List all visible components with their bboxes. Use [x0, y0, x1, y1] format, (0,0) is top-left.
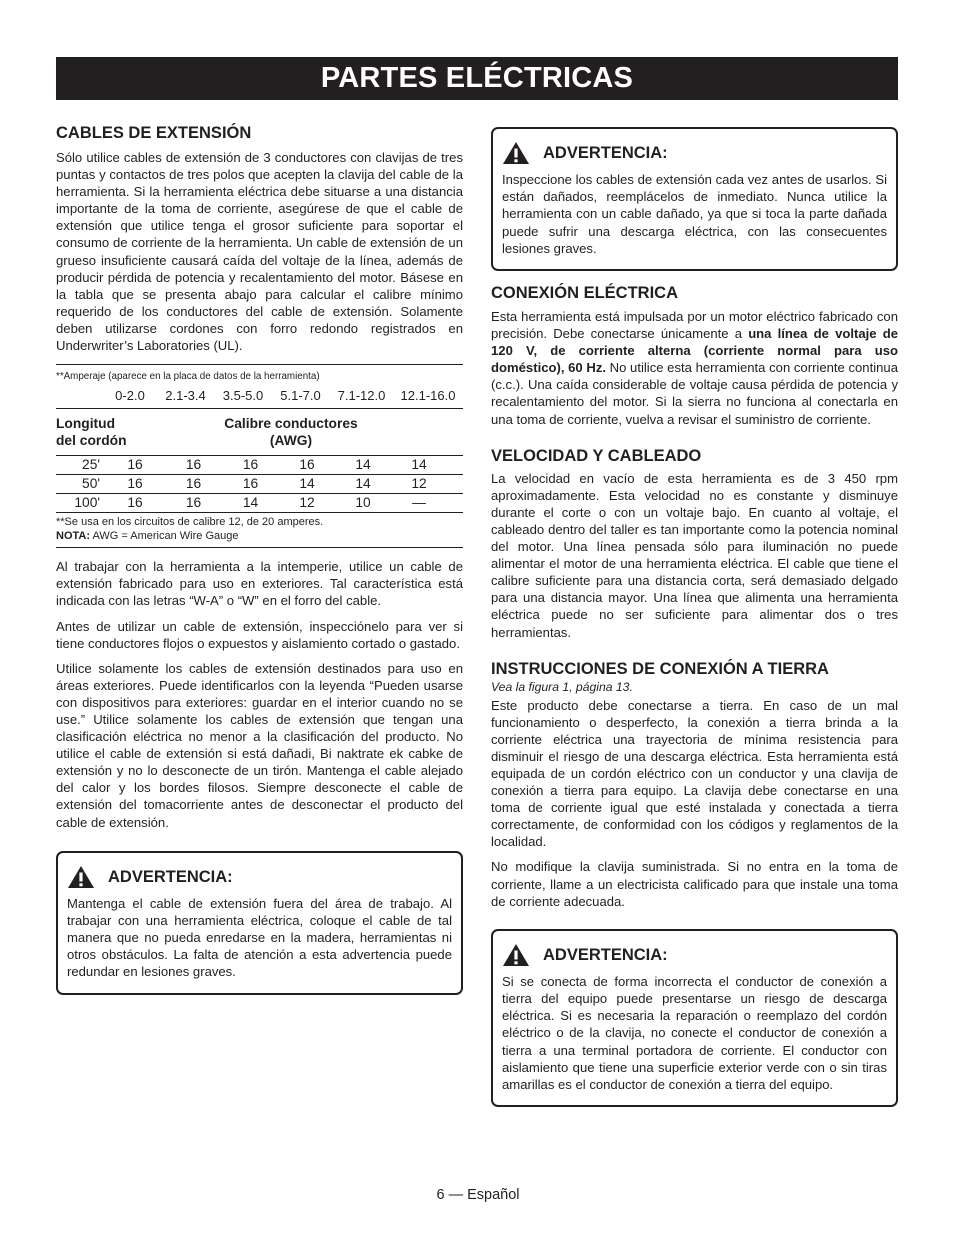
warning-header — [67, 865, 452, 889]
warning-title: ADVERTENCIA: — [543, 144, 668, 162]
gauge-value: 16 — [127, 495, 143, 511]
extension-cable-table — [56, 364, 463, 548]
note-label: NOTA: — [56, 529, 91, 542]
cord-length: 50' — [82, 476, 100, 492]
warning-triangle-icon — [67, 865, 95, 889]
gauge-value: 14 — [242, 495, 259, 511]
table-header-row — [56, 409, 463, 456]
speed-wiring-heading: VELOCIDAD Y CABLEADO — [491, 446, 702, 465]
cord-length: 100' — [74, 495, 100, 511]
warning-box-grounding — [491, 929, 898, 1107]
wire-gauge-header: Calibre conductores (AWG) — [224, 416, 358, 449]
gauge-value: 10 — [355, 495, 371, 511]
amperage-ranges-row — [56, 383, 463, 409]
page-footer: 6 — Español — [436, 1187, 520, 1203]
warning-text: Inspeccione los cables de extensión cada vez antes de usarlos. Si están dañados, reemplácelos de inmediato. Nunca utilice la herramienta con un cable dañado, ya que si toca la parte dañada puede sufrir una descarga eléctrica, con las consecuentes lesiones graves. — [502, 172, 887, 256]
gauge-value: 14 — [299, 476, 315, 492]
warning-text: Si se conecta de forma incorrecta el conductor de conexión a tierra del equipo puede presentarse un riesgo de descarga eléctrica. Si es necesaria la reparación o reemplazo del cordón eléctrico o de la clavija, no conecte el conductor de conexión a tierra a una terminal portadora de corriente. El conductor con aislamiento que tiene una superficie exterior verde con o sin tiras amarillas es el conductor de conexión a tierra del equipo. — [502, 973, 887, 1092]
extension-cables-intro: Sólo utilice cables de extensión de 3 conductores con clavijas de tres puntas y contactos de tres polos que acepten la clavija del cable de la herramienta. Si la herramienta eléctrica debe situarse a una distancia importante de la toma de corriente, asegúrese de que el cable de extensión que utilice tenga el grosor suficiente para soportar el consumo de corriente de la herramienta. Un cable de extensión de un grueso insuficiente causará caída del voltaje de la línea, además de producir pérdida de potencia y recalentamiento del motor. Básese en la tabla que se presenta abajo para calcular el calibre mínimo requerido de los conductores del cable de extensión. Solamente deben utilizarse cordones con forro redondo registrados en Underwriter’s Laboratories (UL). — [56, 150, 463, 354]
figure-reference: Vea la figura 1, página 13. — [491, 679, 633, 694]
right-column — [491, 127, 898, 1107]
amperage-range: 3.5-5.0 — [222, 388, 264, 404]
warning-triangle-icon — [502, 141, 530, 165]
electrical-connection-text: Esta herramienta está impulsada por un motor eléctrico fabricado con precisión. Debe conectarse únicamente a una línea de voltaje de 120 V, de corriente alterna (corriente normal para uso doméstico), 60 Hz. No utilice esta herramienta con corriente continua (c.c.). Una caída considerable de voltaje causa pérdida de potencia y recalentamiento del motor. Si la sierra no funciona al conectarla en una toma de corriente, vuelva a revisar el suministro de corriente. — [491, 309, 898, 427]
warning-header — [502, 943, 887, 967]
gauge-value: 14 — [355, 476, 371, 492]
amperage-range: 12.1-16.0 — [400, 388, 456, 404]
warning-text: Mantenga el cable de extensión fuera del área de trabajo. Al trabajar con una herramienta eléctrica, coloque el cable de tal manera que no pueda enredarse en la madera, herramientas ni otros obstáculos. La falta de atención a esta advertencia puede redundar en lesiones graves. — [67, 895, 452, 980]
warning-header — [502, 141, 887, 165]
amperage-range: 5.1-7.0 — [280, 388, 321, 404]
plug-modification-paragraph: No modifique la clavija suministrada. Si no entra en la toma de corriente, llame a un electricista calificado para que instale una toma de corriente adecuada. — [491, 859, 898, 909]
voltage-requirement: una línea de voltaje de 120 V, de corriente alterna (corriente normal para uso doméstico), 60 Hz. — [491, 326, 898, 376]
gauge-value: 16 — [185, 457, 202, 473]
amperage-note: **Amperaje (aparece en la placa de datos de la herramienta) — [56, 371, 320, 383]
gauge-value: — — [412, 495, 426, 511]
gauge-value: 16 — [127, 457, 143, 473]
gauge-value: 16 — [185, 495, 202, 511]
page-title: PARTES ELÉCTRICAS — [56, 57, 898, 100]
amperage-range: 0-2.0 — [115, 388, 145, 404]
warning-title: ADVERTENCIA: — [543, 945, 668, 964]
outdoor-rating-paragraph: Utilice solamente los cables de extensión destinados para uso en áreas exteriores. Puede identificarlos con la leyenda “Pueden usarse con dispositivos para exteriores: guardar en el interior cuando no se use.” Utilice solamente los cables de extensión que tengan una clasificación eléctrica no menor a la clasificación del producto. No utilice el cable de extensión si está dañadi, Bi naktrate ek cabke de extensión y no lo desconecte de un tirón. Mantenga el cable alejado del calor y los bordes filosos. Siempre desconecte el cable de extensión del tomacorriente antes de desconectar el producto del cable de extensión. — [56, 660, 463, 830]
amperage-range: 7.1-12.0 — [337, 388, 386, 404]
outdoor-use-paragraph: Al trabajar con la herramienta a la intemperie, utilice un cable de extensión fabricado para uso en exteriores. Tal característica está indicada con las letras “W-A” o “W” en el forro del cable. — [56, 559, 463, 609]
cord-length-header: Longitud del cordón — [56, 416, 127, 449]
cord-length: 25' — [82, 457, 100, 473]
warning-triangle-icon — [502, 943, 530, 967]
table-row — [56, 494, 463, 513]
table-row — [56, 475, 463, 494]
gauge-value: 14 — [411, 457, 427, 473]
inspection-paragraph: Antes de utilizar un cable de extensión, inspecciónelo para ver si tiene conductores flojos o expuestos y aislamiento cortado o gastado. — [56, 618, 463, 651]
gauge-value: 16 — [299, 457, 315, 473]
warning-title: ADVERTENCIA: — [108, 867, 233, 886]
gauge-value: 16 — [185, 476, 202, 492]
extension-cables-heading: CABLES DE EXTENSIÓN — [56, 124, 252, 142]
speed-wiring-text: La velocidad en vacío de esta herramienta es de 3 450 rpm aproximadamente. Esta velocidad no es constante y disminuye durante el corte o con un voltaje bajo. En cuanto al voltaje, el cableado dentro del taller es tan importante como la potencia nominal del motor. Una línea pensada sólo para iluminación no puede alimentar el motor de una herramienta eléctrica. El cable que tiene el calibre suficiente para una distancia corta, será demasiado delgado para una distancia mayor. Una línea que alimenta una herramienta eléctrica puede no ser suficiente para alimentar dos o tres herramientas. — [491, 470, 898, 640]
warning-box-inspect-cables — [491, 127, 898, 271]
gauge-value: 12 — [299, 495, 315, 511]
note-text: AWG = American Wire Gauge — [90, 529, 239, 542]
left-column — [56, 122, 463, 995]
gauge-value: 16 — [127, 476, 143, 492]
gauge-value: 16 — [242, 457, 259, 473]
grounding-heading: INSTRUCCIONES DE CONEXIÓN A TIERRA — [491, 659, 829, 678]
grounding-paragraph: Este producto debe conectarse a tierra. En caso de un mal funcionamiento o desperfecto, la conexión a tierra brinda a la corriente eléctrica una trayectoria de mínima resistencia para disminuir el riesgo de una descarga eléctrica. Esta herramienta está equipada de un cordón eléctrico con un conductor y una clavija de conexión a tierra para equipo. La clavija debe conectarse en una toma de corriente igual que esté instalada y conectada a tierra correctamente, de conformidad con los códigos y reglamentos de la localidad. — [491, 697, 898, 850]
electrical-connection-heading: CONEXIÓN ELÉCTRICA — [491, 284, 679, 303]
table-footnotes — [56, 513, 463, 547]
table-row — [56, 456, 463, 475]
circuit-footnote: **Se usa en los circuitos de calibre 12, de 20 amperes. — [56, 516, 324, 529]
amperage-range: 2.1-3.4 — [165, 388, 206, 404]
awg-note — [56, 530, 463, 544]
gauge-value: 16 — [242, 476, 259, 492]
gauge-value: 14 — [355, 457, 371, 473]
gauge-value: 12 — [411, 476, 427, 492]
warning-box-cable-placement — [56, 851, 463, 995]
